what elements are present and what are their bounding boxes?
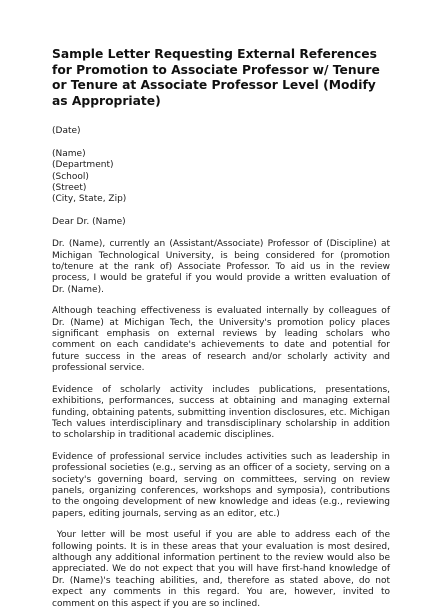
recipient-address [52,149,390,206]
paragraph-intro: Dr. (Name), currently an (Assistant/Associate) Professor of (Discipline) at Michigan Technological University, is being considered for (promotion to/tenure at the rank of) Associate Professor. To aid us in the review process, I would be grateful if you would provide a written evaluation of Dr. (Name). [52,239,390,295]
address-street: (Street) [52,183,87,193]
letter-title: Sample Letter Requesting External References for Promotion to Associate Professor w/ Tenure or Tenure at Associate Professor Level (Modify as Appropriate) [52,47,380,108]
paragraph-letter-usefulness: Your letter will be most useful if you are able to address each of the following points. It is in these areas that your evaluation is most desired, although any additional information pertinent to the review would also be appreciated. We do not expect that you will have first-hand knowledge of Dr. (Name)'s teaching abilities, and, therefore as stated above, do not expect any comments in this regard. You are, however, invited to comment on this aspect if you are so inclined. [52,530,393,609]
salutation: Dear Dr. (Name) [52,216,126,227]
paragraph-scholarly-activity: Evidence of scholarly activity includes publications, presentations, exhibitions, performances, success at obtaining and managing external funding, obtaining patents, submitting invention disclosures, etc. Michigan Tech values interdisciplinary and transdisciplinary scholarship in addition to scholarship in traditional academic disciplines. [52,384,390,441]
letter-date: (Date) [52,126,81,137]
address-school: (School) [52,171,89,182]
address-city-state-zip: (City, State, Zip) [52,194,127,205]
address-name: (Name) [52,148,86,159]
address-department: (Department) [52,160,114,171]
paragraph-professional-service: Evidence of professional service includes activities such as leadership in professional societies (e.g., serving as an officer of a society, serving on a society's governing board, serving on committees, serving on review panels, organizing conferences, workshops and symposia), contributions to the ongoing development of new knowledge and ideas (e.g., reviewing papers, editing journals, serving as an editor, etc.) [52,451,390,519]
paragraph-external-reviews: Although teaching effectiveness is evaluated internally by colleagues of Dr. (Name) at Michigan Tech, the University's promotion policy places significant emphasis on external reviews by leading scholars who comment on each candidate's achievements to date and potential for future success in the areas of research and/or scholarly activity and professional service. [52,306,390,374]
